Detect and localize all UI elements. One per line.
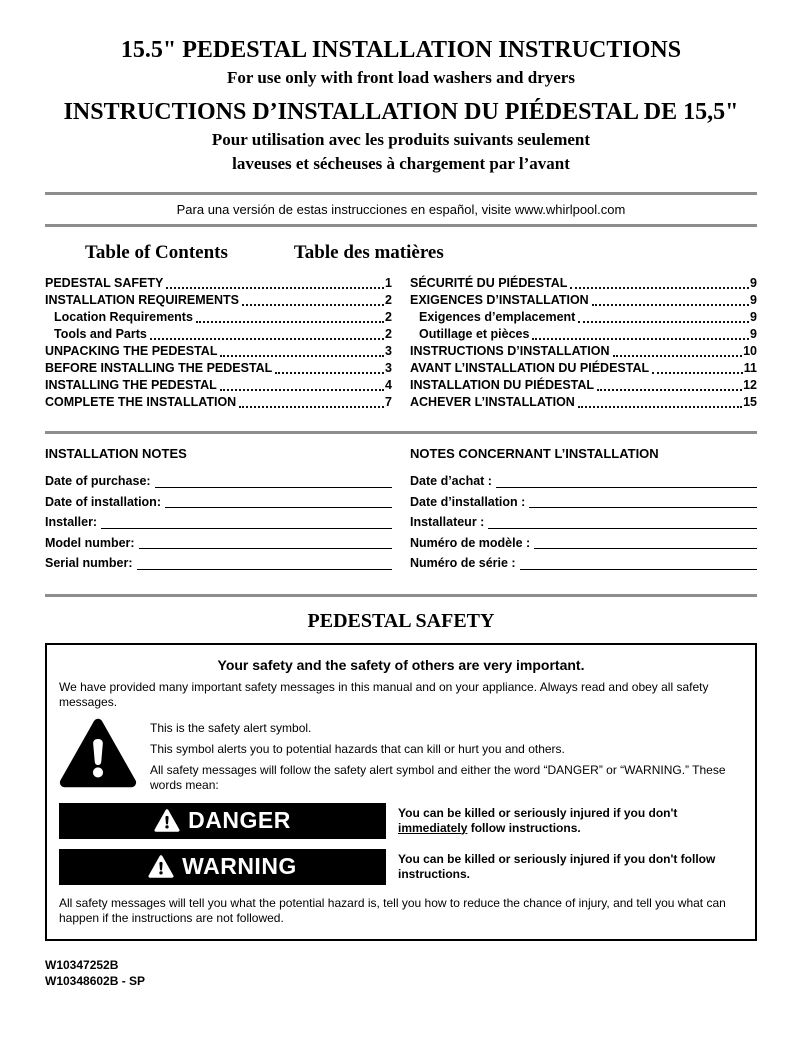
form-field-label: Date d’installation :	[410, 494, 526, 509]
danger-row	[59, 803, 743, 839]
toc-entry	[45, 292, 392, 309]
toc-entry-page: 7	[385, 395, 392, 409]
form-field	[410, 496, 757, 509]
warning-triangle-icon	[148, 855, 174, 878]
form-field-label: Installateur :	[410, 515, 485, 529]
toc-column-french	[410, 275, 757, 411]
safety-alert-row	[59, 718, 743, 793]
notes-heading-english: INSTALLATION NOTES	[45, 446, 187, 461]
subtitle-french-line2: laveuses et sécheuses à chargement par l’avant	[232, 154, 570, 173]
toc-entry-label: ACHEVER L’INSTALLATION	[410, 395, 575, 409]
fill-in-line	[496, 475, 757, 488]
form-field	[45, 557, 392, 570]
dot-leader	[239, 406, 384, 408]
toc-entry	[45, 360, 392, 377]
safety-alert-line: This symbol alerts you to potential hazards that can kill or hurt you and others.	[150, 741, 565, 756]
toc-entry-page: 15	[743, 395, 757, 409]
part-number-line1: W10347252B	[45, 958, 119, 972]
form-field	[410, 475, 757, 488]
toc-entry-label: SÉCURITÉ DU PIÉDESTAL	[410, 276, 568, 290]
toc-heading-french: Table des matières	[293, 242, 444, 263]
fill-in-line	[529, 496, 757, 509]
title-english: 15.5" PEDESTAL INSTALLATION INSTRUCTIONS	[120, 37, 682, 63]
fill-in-line	[534, 537, 757, 550]
part-number-line2: W10348602B - SP	[45, 974, 146, 988]
form-field	[45, 475, 392, 488]
safety-statements-box	[45, 643, 757, 941]
danger-consequence-text	[398, 806, 743, 836]
safety-box-outro: All safety messages will tell you what the potential hazard is, tell you how to reduce the chance of injury, and tell you what can happen if the instructions are not followed.	[59, 895, 726, 925]
toc-entry-page: 10	[743, 344, 757, 358]
toc-entry-label: BEFORE INSTALLING THE PEDESTAL	[45, 361, 273, 375]
form-field	[45, 516, 392, 529]
toc-entry	[410, 309, 757, 326]
toc-entry	[410, 275, 757, 292]
form-field-label: Date d’achat :	[410, 474, 492, 488]
toc-entry-page: 9	[750, 327, 757, 341]
document-header	[45, 36, 757, 174]
toc-entry-label: INSTALLING THE PEDESTAL	[45, 378, 217, 392]
dot-leader	[275, 372, 384, 374]
toc-entry	[45, 309, 392, 326]
dot-leader	[613, 355, 743, 357]
notes-column-french	[410, 446, 757, 578]
dot-leader	[150, 338, 384, 340]
toc-entry-label: COMPLETE THE INSTALLATION	[45, 395, 237, 409]
toc-heading-english: Table of Contents	[85, 242, 228, 263]
toc-entry	[410, 292, 757, 309]
dot-leader	[220, 355, 384, 357]
toc-entry-label: EXIGENCES D’INSTALLATION	[410, 293, 589, 307]
toc-entry-page: 1	[385, 276, 392, 290]
toc-entry	[45, 377, 392, 394]
dot-leader	[592, 304, 749, 306]
form-field-label: Numéro de modèle :	[410, 535, 531, 550]
dot-leader	[578, 406, 742, 408]
warning-triangle-icon	[154, 809, 180, 832]
dot-leader	[578, 321, 749, 323]
toc-entry	[410, 360, 757, 377]
subtitle-french-line1: Pour utilisation avec les produits suivants seulement	[211, 130, 591, 149]
form-field-label: Serial number:	[45, 556, 133, 570]
toc-entry-page: 2	[385, 293, 392, 307]
toc-entry-page: 2	[385, 327, 392, 341]
dot-leader	[166, 287, 384, 289]
toc-column-english	[45, 275, 392, 411]
form-field	[410, 537, 757, 550]
toc-entry-label: Location Requirements	[54, 310, 193, 324]
danger-text-underlined: immediately	[398, 820, 468, 835]
toc-entry-page: 9	[750, 276, 757, 290]
safety-alert-line: This is the safety alert symbol.	[150, 720, 312, 735]
title-french: INSTRUCTIONS D’INSTALLATION DU PIÉDESTAL DE 15,5"	[63, 99, 739, 125]
toc-entry-page: 3	[385, 344, 392, 358]
toc-entry-page: 11	[743, 361, 757, 375]
safety-box-title: Your safety and the safety of others are very important.	[217, 656, 585, 673]
dot-leader	[196, 321, 384, 323]
toc-entry-label: INSTRUCTIONS D’INSTALLATION	[410, 344, 610, 358]
dot-leader	[532, 338, 749, 340]
danger-signal-word: DANGER	[188, 807, 291, 833]
horizontal-divider	[45, 431, 757, 434]
form-field	[45, 496, 392, 509]
toc-entry-page: 12	[743, 378, 757, 392]
toc-entry-label: INSTALLATION DU PIÉDESTAL	[410, 378, 595, 392]
fill-in-line	[137, 557, 392, 570]
dot-leader	[242, 304, 384, 306]
toc-entry	[410, 326, 757, 343]
toc-entry	[45, 275, 392, 292]
toc-entry	[45, 326, 392, 343]
pedestal-safety-section-title: PEDESTAL SAFETY	[307, 609, 495, 632]
form-field-label: Date of purchase:	[45, 474, 151, 488]
toc-entry	[410, 394, 757, 411]
horizontal-divider	[45, 594, 757, 597]
toc-entry-label: Outillage et pièces	[419, 327, 530, 341]
spanish-notice-banner	[45, 192, 757, 227]
form-field-label: Date of installation:	[45, 494, 161, 509]
warning-row	[59, 849, 743, 885]
form-field	[410, 557, 757, 570]
toc-entry-label: Tools and Parts	[54, 327, 147, 341]
form-field-label: Model number:	[45, 535, 135, 550]
warning-signal-word: WARNING	[182, 853, 297, 879]
warning-consequence-text: You can be killed or seriously injured if you don't follow instructions.	[398, 851, 716, 881]
dot-leader	[652, 372, 743, 374]
toc-entry	[410, 343, 757, 360]
spanish-notice-text: Para una versión de estas instrucciones en español, visite www.whirlpool.com	[176, 202, 626, 217]
notes-column-english	[45, 446, 392, 578]
part-numbers-footer	[45, 957, 145, 989]
toc-entry-page: 9	[750, 293, 757, 307]
safety-alert-icon	[59, 718, 137, 788]
toc-entry	[45, 343, 392, 360]
fill-in-line	[101, 516, 392, 529]
toc-entry-label: Exigences d’emplacement	[419, 310, 576, 324]
toc-entry-page: 4	[385, 378, 392, 392]
toc-entry-page: 2	[385, 310, 392, 324]
installation-notes-section	[45, 446, 757, 578]
toc-entry	[45, 394, 392, 411]
fill-in-line	[488, 516, 757, 529]
safety-alert-line: All safety messages will follow the safety alert symbol and either the word “DANGER” or “WARNING.” These words mean:	[150, 762, 726, 792]
toc-entry	[410, 377, 757, 394]
dot-leader	[570, 287, 749, 289]
danger-text-post: follow instructions.	[467, 820, 581, 835]
toc-entry-label: PEDESTAL SAFETY	[45, 276, 164, 290]
toc-headings	[45, 241, 757, 265]
fill-in-line	[165, 496, 392, 509]
table-of-contents	[45, 275, 757, 411]
toc-entry-label: AVANT L’INSTALLATION DU PIÉDESTAL	[410, 361, 650, 375]
form-field-label: Installer:	[45, 515, 98, 529]
form-field	[45, 537, 392, 550]
fill-in-line	[139, 537, 392, 550]
toc-entry-page: 3	[385, 361, 392, 375]
fill-in-line	[520, 557, 757, 570]
form-field-label: Numéro de série :	[410, 556, 516, 570]
danger-text-pre: You can be killed or seriously injured if you don't	[398, 805, 678, 820]
subtitle-english: For use only with front load washers and dryers	[227, 68, 575, 87]
toc-entry-label: UNPACKING THE PEDESTAL	[45, 344, 218, 358]
dot-leader	[597, 389, 742, 391]
notes-heading-french: NOTES CONCERNANT L’INSTALLATION	[410, 446, 659, 461]
safety-alert-explanations	[150, 718, 743, 793]
fill-in-line	[155, 475, 392, 488]
toc-entry-page: 9	[750, 310, 757, 324]
form-field	[410, 516, 757, 529]
warning-signal-box	[59, 849, 386, 885]
danger-signal-box	[59, 803, 386, 839]
safety-box-intro: We have provided many important safety messages in this manual and on your appliance. Always read and obey all safety messages.	[59, 679, 709, 709]
dot-leader	[220, 389, 384, 391]
toc-entry-label: INSTALLATION REQUIREMENTS	[45, 293, 239, 307]
